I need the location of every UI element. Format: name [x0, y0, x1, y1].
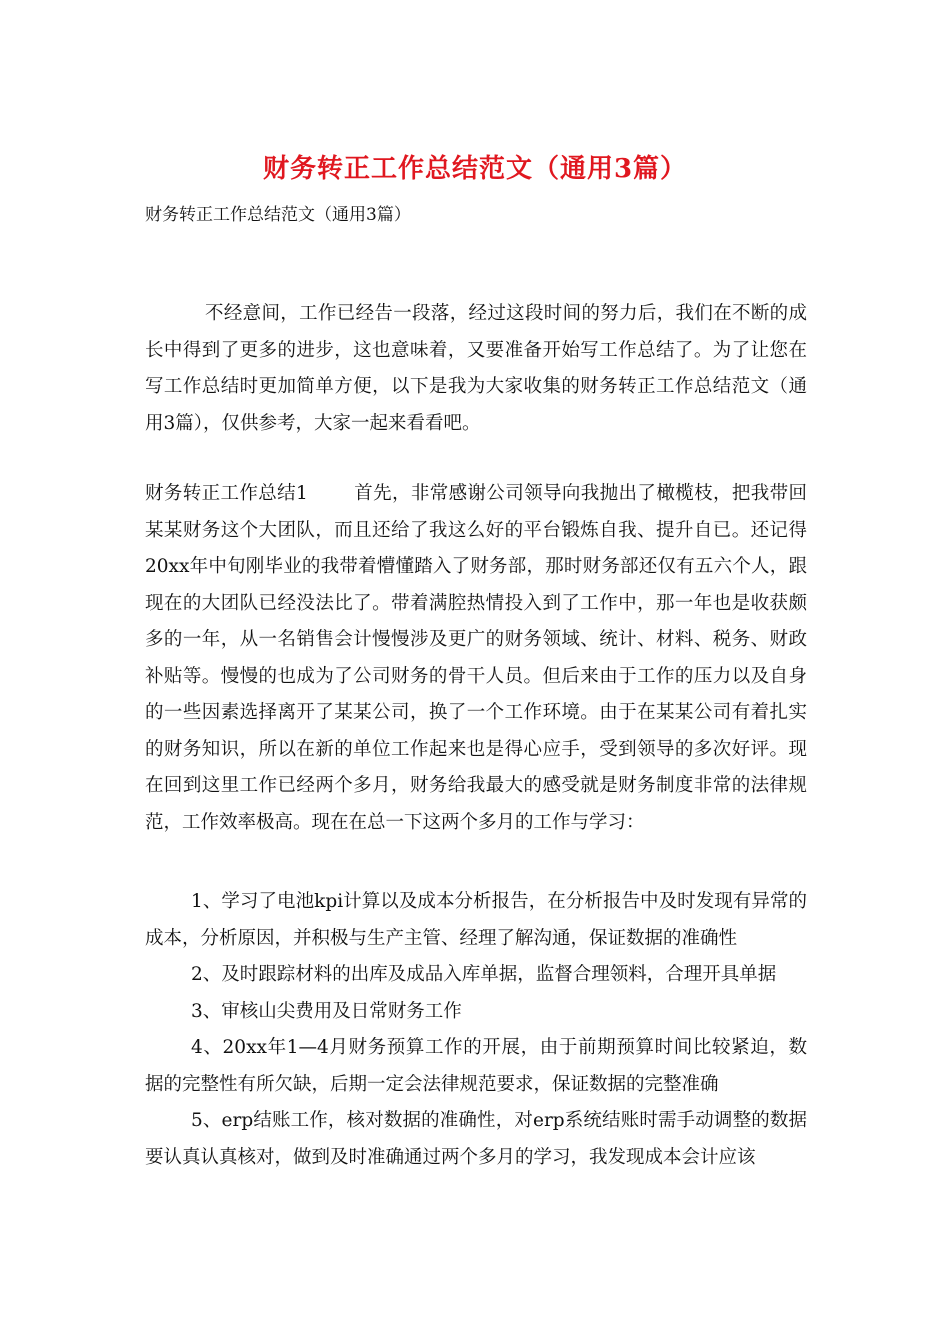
intro-paragraph: 不经意间，工作已经告一段落，经过这段时间的努力后，我们在不断的成长中得到了更多的进步，这也意味着，又要准备开始写工作总结了。为了让您在写工作总结时更加简单方便，以下是我为大家收集的财务转正工作总结范文（通用3篇），仅供参考，大家一起来看看吧。	[145, 303, 807, 434]
work-items-list	[145, 884, 807, 1176]
work-item-4: 4、20xx年1—4月财务预算工作的开展，由于前期预算时间比较紧迫，数据的完整性有所欠缺，后期一定会法律规范要求，保证数据的完整准确	[145, 1037, 807, 1095]
document-title: 财务转正工作总结范文（通用3篇）	[262, 154, 688, 184]
work-item-3: 3、审核山尖费用及日常财务工作	[191, 1000, 462, 1022]
work-item-2: 2、及时跟踪材料的出库及成品入库单据，监督合理领料，合理开具单据	[191, 964, 777, 985]
section-1-heading: 财务转正工作总结1	[145, 483, 308, 504]
document-subtitle: 财务转正工作总结范文（通用3篇）	[145, 205, 411, 225]
work-item-1: 1、学习了电池kpi计算以及成本分析报告，在分析报告中及时发现有异常的成本，分析原因，并积极与生产主管、经理了解沟通，保证数据的准确性	[145, 891, 807, 949]
section-1-paragraph	[145, 476, 807, 841]
work-item-5: 5、erp结账工作，核对数据的准确性，对erp系统结账时需手动调整的数据要认真认真核对，做到及时准确通过两个多月的学习，我发现成本会计应该	[145, 1110, 807, 1168]
section-1-body: 首先，非常感谢公司领导向我抛出了橄榄枝，把我带回某某财务这个大团队，而且还给了我这么好的平台锻炼自我、提升自已。还记得20xx年中旬刚毕业的我带着懵懂踏入了财务部，那时财务部还仅有五六个人，跟现在的大团队已经没法比了。带着满腔热情投入到了工作中，那一年也是收获颇多的一年，从一名销售会计慢慢涉及更广的财务领域、统计、材料、税务、财政补贴等。慢慢的也成为了公司财务的骨干人员。但后来由于工作的压力以及自身的一些因素选择离开了某某公司，换了一个工作环境。由于在某某公司有着扎实的财务知识，所以在新的单位工作起来也是得心应手，受到领导的多次好评。现在回到这里工作已经两个多月，财务给我最大的感受就是财务制度非常的法律规范，工作效率极高。现在在总一下这两个多月的工作与学习：	[145, 483, 807, 833]
